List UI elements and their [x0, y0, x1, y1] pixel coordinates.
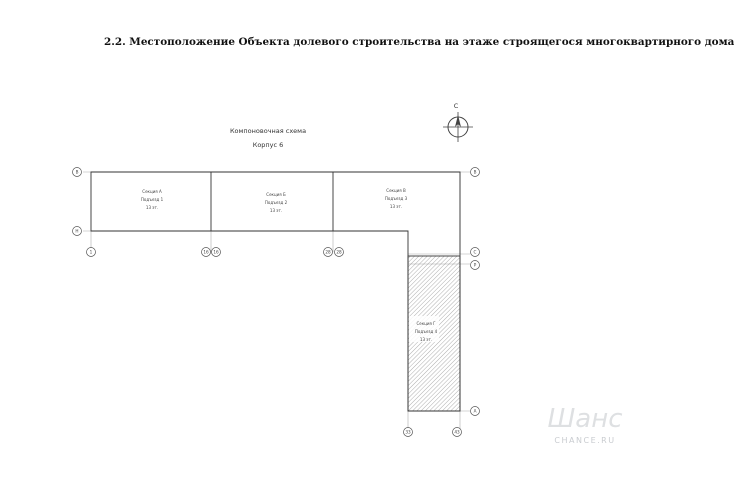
svg-text:С: С [473, 249, 477, 255]
svg-text:Подъезд 2: Подъезд 2 [264, 200, 288, 205]
svg-text:Секция В: Секция В [386, 188, 406, 193]
svg-text:1: 1 [89, 249, 93, 255]
axis-marker-left-1 [73, 168, 82, 177]
axis-marker-bottom-2 [202, 248, 211, 257]
axis-marker-right-4 [471, 407, 480, 416]
svg-text:В: В [473, 169, 477, 175]
plan-title: Компоновочная схема [229, 127, 307, 135]
svg-text:13 эт.: 13 эт. [389, 204, 403, 209]
svg-text:16: 16 [203, 249, 209, 255]
watermark [547, 404, 622, 445]
axis-marker-bottom-6 [404, 428, 413, 437]
svg-text:43: 43 [454, 429, 460, 435]
svg-text:13 эт.: 13 эт. [145, 205, 159, 210]
section-heading: 2.2. Местоположение Объекта долевого строительства на этаже строящегося многоквартирного дома [104, 36, 734, 48]
svg-text:Секция Б: Секция Б [266, 192, 286, 197]
axis-marker-right-3 [471, 261, 480, 270]
svg-text:16: 16 [213, 249, 219, 255]
axis-marker-bottom-7 [453, 428, 462, 437]
svg-text:Подъезд 1: Подъезд 1 [140, 197, 164, 202]
svg-text:Н: Н [75, 228, 79, 234]
svg-text:13 эт.: 13 эт. [419, 337, 433, 342]
plan-subtitle: Корпус 6 [252, 141, 284, 149]
svg-text:Р: Р [473, 262, 477, 268]
svg-text:Секция А: Секция А [142, 189, 162, 194]
svg-text:Подъезд 4: Подъезд 4 [414, 329, 438, 334]
section-a-label [141, 189, 164, 210]
axis-marker-right-2 [471, 248, 480, 257]
svg-text:Подъезд 3: Подъезд 3 [384, 196, 408, 201]
svg-text:В: В [75, 169, 79, 175]
section-v-label [385, 188, 408, 209]
watermark-logo: Шанс [547, 404, 623, 434]
svg-text:А: А [473, 408, 477, 414]
svg-text:Секция Г: Секция Г [416, 321, 436, 326]
svg-text:13 эт.: 13 эт. [269, 208, 283, 213]
svg-text:33: 33 [405, 429, 411, 435]
axis-marker-bottom-4 [324, 248, 333, 257]
watermark-site: CHANCE.RU [554, 436, 616, 445]
axis-marker-left-2 [73, 227, 82, 236]
svg-text:28: 28 [336, 249, 342, 255]
axis-marker-bottom-5 [335, 248, 344, 257]
axis-marker-bottom-3 [212, 248, 221, 257]
section-b-label [265, 192, 288, 213]
svg-text:28: 28 [325, 249, 331, 255]
compass-letter: С [453, 102, 459, 110]
axis-marker-bottom-1 [87, 248, 96, 257]
north-arrow-icon [443, 102, 473, 142]
axis-marker-right-1 [471, 168, 480, 177]
